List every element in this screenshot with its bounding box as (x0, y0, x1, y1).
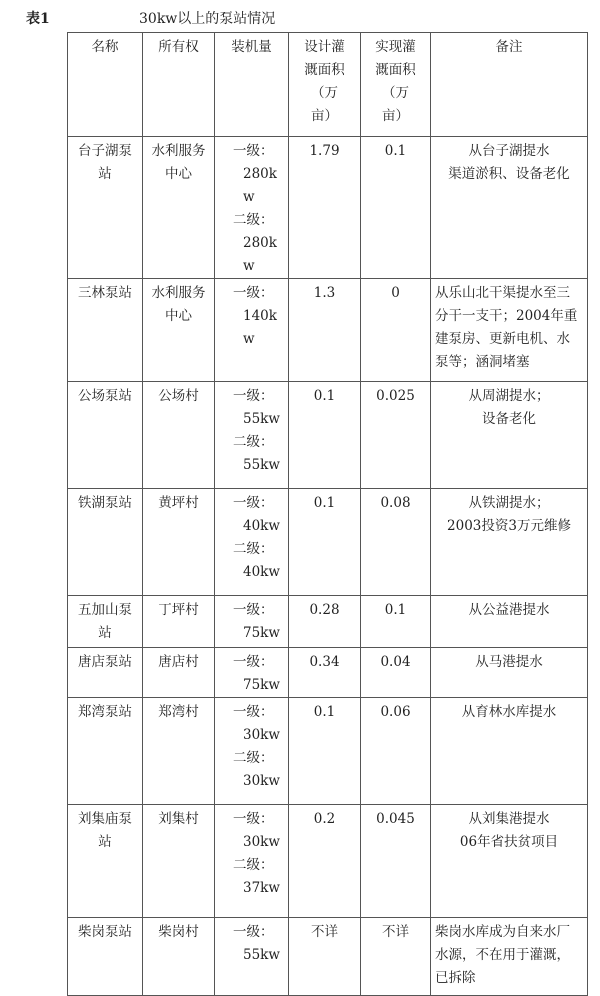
capacity-stage-label: 二级： (233, 541, 274, 557)
capacity-value: 55kw (243, 457, 280, 473)
design-irrigation-area: 不详 (289, 918, 361, 996)
capacity-stage-label: 一级： (233, 388, 274, 404)
pump-station-table (67, 32, 588, 996)
table-header-row (68, 33, 588, 137)
station-owner: 水利服务中心 (143, 279, 215, 382)
header-design-area: 设计灌 溉面积 （万 亩） (289, 33, 361, 137)
remark-line: 柴岗水库成为自来水厂水源，不在用于灌溉，已拆除 (435, 924, 570, 986)
installed-capacity (215, 382, 289, 489)
installed-capacity (215, 648, 289, 698)
design-irrigation-area: 1.3 (289, 279, 361, 382)
capacity-stage-label: 一级： (233, 143, 274, 159)
capacity-stage-label: 一级： (233, 924, 274, 940)
header-owner: 所有权 (143, 33, 215, 137)
actual-irrigation-area: 0.1 (361, 137, 431, 279)
station-owner: 柴岗村 (143, 918, 215, 996)
actual-irrigation-area: 0.06 (361, 698, 431, 805)
installed-capacity (215, 918, 289, 996)
table-caption (0, 0, 600, 32)
remark-line: 从育林水库提水 (461, 704, 557, 720)
capacity-stage-label: 一级： (233, 704, 274, 720)
remarks (431, 918, 588, 996)
table-row (68, 698, 588, 805)
table-row (68, 489, 588, 596)
capacity-stage-label: 一级： (233, 654, 274, 670)
capacity-value: 40kw (243, 518, 280, 534)
design-irrigation-area: 0.1 (289, 382, 361, 489)
installed-capacity (215, 489, 289, 596)
station-owner: 丁坪村 (143, 596, 215, 648)
header-name: 名称 (68, 33, 143, 137)
installed-capacity (215, 805, 289, 918)
actual-irrigation-area: 0.08 (361, 489, 431, 596)
station-name: 唐店泵站 (68, 648, 143, 698)
capacity-value: 30kw (243, 834, 280, 850)
remarks (431, 382, 588, 489)
installed-capacity (215, 698, 289, 805)
station-owner: 唐店村 (143, 648, 215, 698)
capacity-value: 75kw (243, 677, 280, 693)
remark-line: 设备老化 (482, 411, 536, 427)
design-irrigation-area: 0.1 (289, 698, 361, 805)
table-row (68, 648, 588, 698)
station-owner: 郑湾村 (143, 698, 215, 805)
remark-line: 06年省扶贫项目 (459, 834, 559, 850)
remark-line: 2003投资3万元维修 (447, 518, 571, 534)
design-irrigation-area: 0.34 (289, 648, 361, 698)
actual-irrigation-area: 不详 (361, 918, 431, 996)
remark-line: 从周湖提水； (468, 388, 550, 404)
actual-irrigation-area: 0.045 (361, 805, 431, 918)
design-irrigation-area: 1.79 (289, 137, 361, 279)
remark-line: 从公益港提水 (468, 602, 550, 618)
station-name: 台子湖泵站 (68, 137, 143, 279)
station-owner: 水利服务中心 (143, 137, 215, 279)
installed-capacity (215, 279, 289, 382)
capacity-value: 140kw (243, 308, 277, 347)
remark-line: 从铁湖提水； (468, 495, 550, 511)
table-row (68, 137, 588, 279)
design-irrigation-area: 0.2 (289, 805, 361, 918)
station-name: 郑湾泵站 (68, 698, 143, 805)
remarks (431, 489, 588, 596)
station-owner: 黄坪村 (143, 489, 215, 596)
capacity-stage-label: 一级： (233, 811, 274, 827)
table-row (68, 382, 588, 489)
capacity-value: 280kw (243, 166, 277, 205)
capacity-value: 280kw (243, 235, 277, 274)
remark-line: 从台子湖提水 (468, 143, 550, 159)
remarks (431, 698, 588, 805)
capacity-stage-label: 二级： (233, 434, 274, 450)
station-name: 柴岗泵站 (68, 918, 143, 996)
remarks (431, 279, 588, 382)
capacity-value: 30kw (243, 773, 280, 789)
station-owner: 公场村 (143, 382, 215, 489)
station-name: 公场泵站 (68, 382, 143, 489)
table-label: 表1 (26, 11, 50, 27)
station-name: 刘集庙泵站 (68, 805, 143, 918)
capacity-stage-label: 一级： (233, 602, 274, 618)
actual-irrigation-area: 0.1 (361, 596, 431, 648)
design-irrigation-area: 0.28 (289, 596, 361, 648)
capacity-stage-label: 二级： (233, 750, 274, 766)
capacity-stage-label: 一级： (233, 285, 274, 301)
remark-line: 从马港提水 (475, 654, 543, 670)
station-name: 铁湖泵站 (68, 489, 143, 596)
table-row (68, 918, 588, 996)
table-row (68, 279, 588, 382)
remark-line: 从刘集港提水 (468, 811, 550, 827)
capacity-value: 75kw (243, 625, 280, 641)
capacity-stage-label: 一级： (233, 495, 274, 511)
capacity-value: 40kw (243, 564, 280, 580)
remarks (431, 137, 588, 279)
installed-capacity (215, 137, 289, 279)
header-actual-area: 实现灌 溉面积 （万 亩） (361, 33, 431, 137)
table-row (68, 805, 588, 918)
remark-line: 渠道淤积、设备老化 (448, 166, 570, 182)
installed-capacity (215, 596, 289, 648)
header-capacity: 装机量 (215, 33, 289, 137)
capacity-value: 55kw (243, 947, 280, 963)
remarks (431, 648, 588, 698)
actual-irrigation-area: 0.025 (361, 382, 431, 489)
table-row (68, 596, 588, 648)
station-owner: 刘集村 (143, 805, 215, 918)
remarks (431, 805, 588, 918)
table-title: 30kw以上的泵站情况 (139, 11, 276, 27)
actual-irrigation-area: 0 (361, 279, 431, 382)
capacity-value: 30kw (243, 727, 280, 743)
station-name: 三林泵站 (68, 279, 143, 382)
remarks (431, 596, 588, 648)
design-irrigation-area: 0.1 (289, 489, 361, 596)
capacity-stage-label: 二级： (233, 857, 274, 873)
capacity-stage-label: 二级： (233, 212, 274, 228)
header-note: 备注 (431, 33, 588, 137)
capacity-value: 37kw (243, 880, 280, 896)
remark-line: 从乐山北干渠提水至三分干一支干；2004年重建泵房、更新电机、水泵等；涵洞堵塞 (435, 285, 578, 370)
actual-irrigation-area: 0.04 (361, 648, 431, 698)
capacity-value: 55kw (243, 411, 280, 427)
station-name: 五加山泵站 (68, 596, 143, 648)
